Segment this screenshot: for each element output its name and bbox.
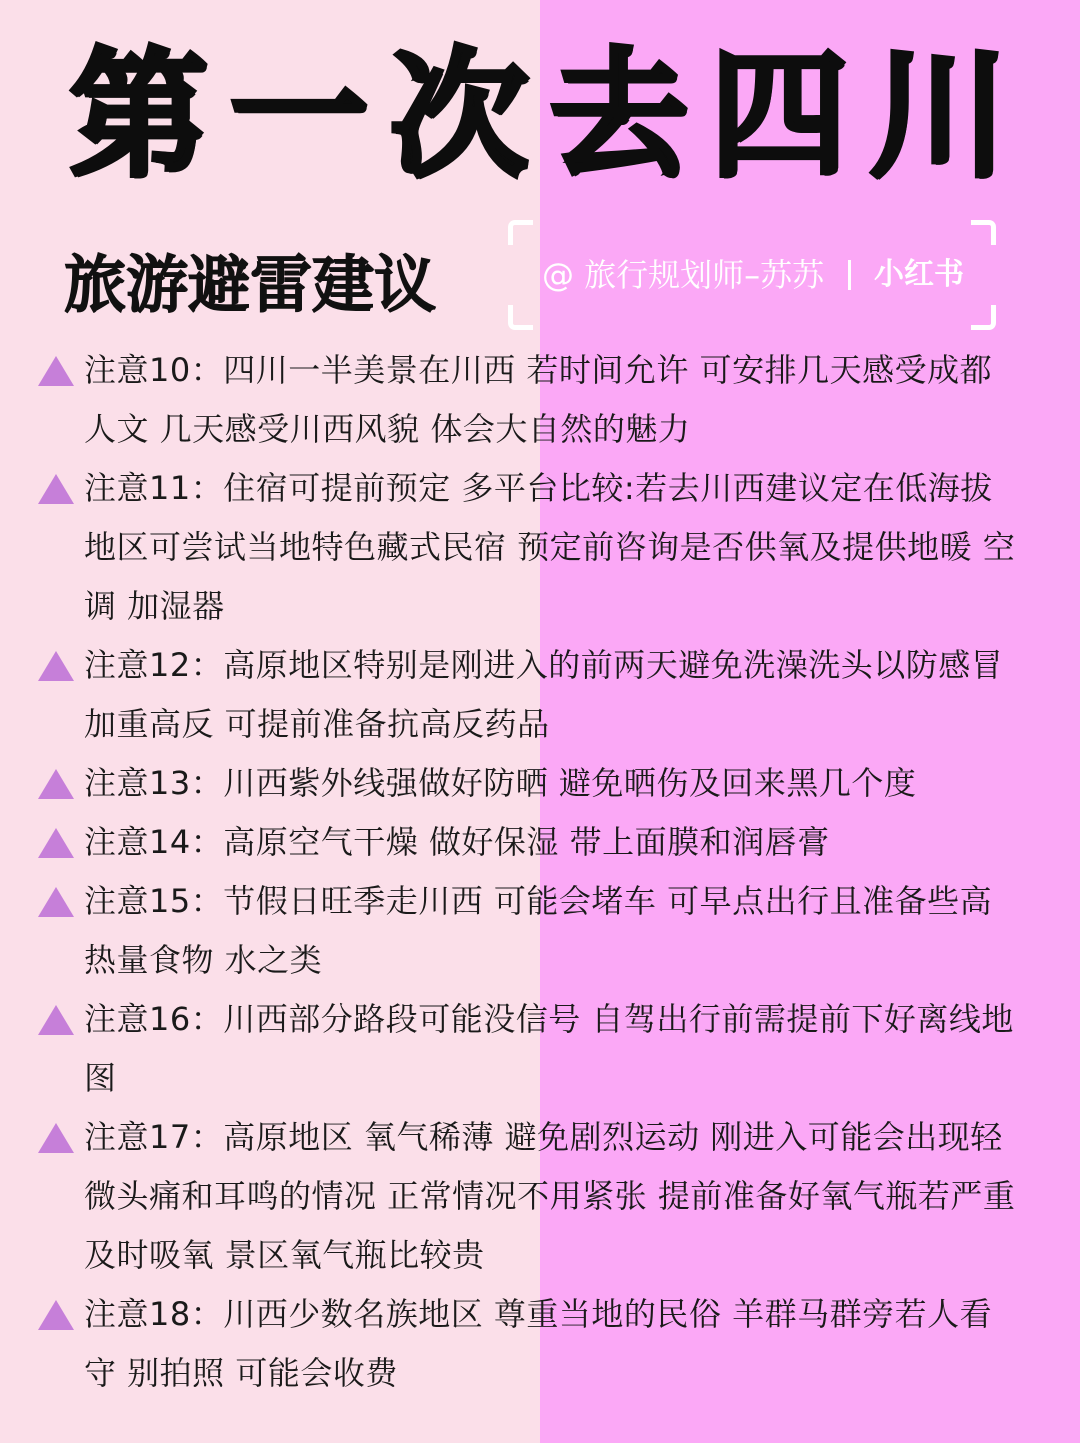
tip-label: 注意10： bbox=[84, 351, 224, 389]
tip-item bbox=[0, 636, 1080, 754]
tip-item bbox=[0, 990, 1080, 1108]
triangle-bullet-icon bbox=[38, 1300, 74, 1330]
frame-corner-bottom-right bbox=[971, 305, 996, 330]
tip-text: 川西紫外线强做好防晒 避免晒伤及回来黑几个度 bbox=[223, 764, 917, 802]
tip-text: 四川一半美景在川西 若时间允许 可安排几天感受成都人文 几天感受川西风貌 体会大自然的魅力 bbox=[84, 351, 993, 448]
tip-label: 注意17： bbox=[84, 1118, 224, 1156]
triangle-bullet-icon bbox=[38, 828, 74, 858]
tip-item bbox=[0, 813, 1080, 872]
watermark-brand-logo: 小红书 bbox=[874, 257, 964, 292]
tip-item bbox=[0, 872, 1080, 990]
watermark-frame bbox=[508, 220, 996, 330]
tip-text: 住宿可提前预定 多平台比较:若去川西建议定在低海拔地区可尝试当地特色藏式民宿 预定前咨询是否供氧及提供地暖 空调 加湿器 bbox=[84, 469, 1016, 625]
page-title: 第一次去四川 bbox=[70, 33, 1031, 196]
tip-item bbox=[0, 1285, 1080, 1403]
page-subtitle: 旅游避雷建议 bbox=[64, 248, 437, 321]
watermark-author: @ 旅行规划师–苏苏 bbox=[542, 256, 825, 294]
triangle-bullet-icon bbox=[38, 474, 74, 504]
frame-corner-top-right bbox=[971, 220, 996, 245]
frame-corner-bottom-left bbox=[508, 305, 533, 330]
triangle-bullet-icon bbox=[38, 769, 74, 799]
tip-item bbox=[0, 754, 1080, 813]
tip-text: 高原地区 氧气稀薄 避免剧烈运动 刚进入可能会出现轻微头痛和耳鸣的情况 正常情况不用紧张 提前准备好氧气瓶若严重及时吸氧 景区氧气瓶比较贵 bbox=[84, 1118, 1016, 1274]
tip-text: 节假日旺季走川西 可能会堵车 可早点出行且准备些高热量食物 水之类 bbox=[84, 882, 993, 979]
tip-item bbox=[0, 1108, 1080, 1285]
tip-item bbox=[0, 459, 1080, 636]
tip-text: 高原空气干燥 做好保湿 带上面膜和润唇膏 bbox=[223, 823, 830, 861]
tip-text: 高原地区特别是刚进入的前两天避免洗澡洗头以防感冒加重高反 可提前准备抗高反药品 bbox=[84, 646, 1004, 743]
tip-label: 注意14： bbox=[84, 823, 224, 861]
tip-label: 注意13： bbox=[84, 764, 224, 802]
tip-label: 注意18： bbox=[84, 1295, 224, 1333]
watermark-divider bbox=[848, 260, 851, 290]
triangle-bullet-icon bbox=[38, 887, 74, 917]
triangle-bullet-icon bbox=[38, 356, 74, 386]
tip-label: 注意12： bbox=[84, 646, 224, 684]
tip-text: 川西少数名族地区 尊重当地的民俗 羊群马群旁若人看守 别拍照 可能会收费 bbox=[84, 1295, 993, 1392]
tip-item bbox=[0, 341, 1080, 459]
tips-list bbox=[0, 341, 1080, 1403]
triangle-bullet-icon bbox=[38, 651, 74, 681]
triangle-bullet-icon bbox=[38, 1005, 74, 1035]
tip-label: 注意11： bbox=[84, 469, 224, 507]
tip-label: 注意16： bbox=[84, 1000, 224, 1038]
tip-label: 注意15： bbox=[84, 882, 224, 920]
tip-text: 川西部分路段可能没信号 自驾出行前需提前下好离线地图 bbox=[84, 1000, 1014, 1097]
triangle-bullet-icon bbox=[38, 1123, 74, 1153]
frame-corner-top-left bbox=[508, 220, 533, 245]
